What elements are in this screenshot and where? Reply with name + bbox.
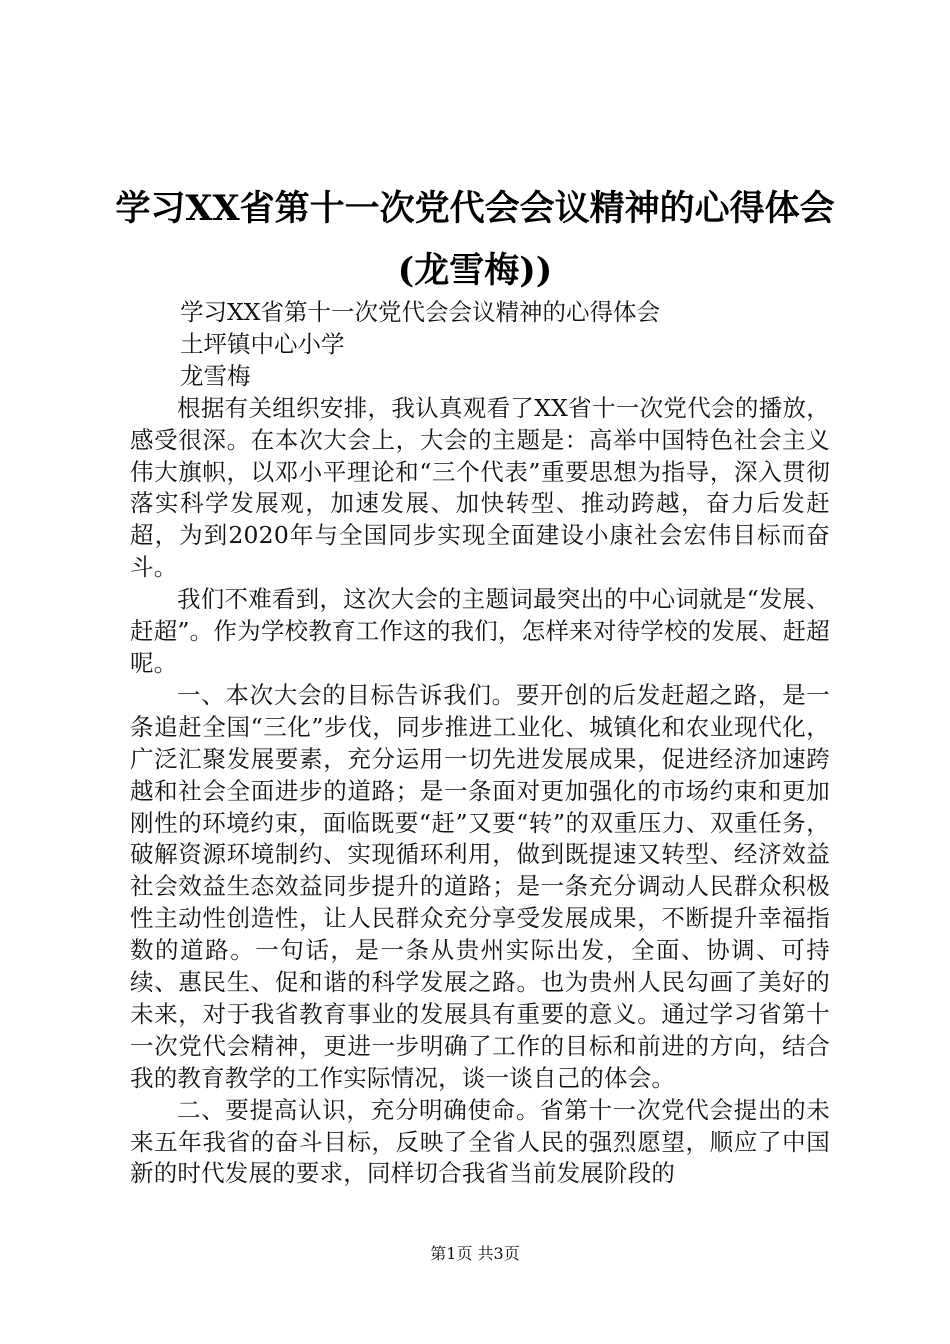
- paragraph-1: 根据有关组织安排，我认真观看了XX省十一次党代会的播放，感受很深。在本次大会上，大会的主题是：高举中国特色社会主义伟大旗帜，以邓小平理论和“三个代表”重要思想为指导，深入贯彻落实科学发展观，加速发展、加快转型、推动跨越，奋力后发赶超，为到2020年与全国同步实现全面建设小康社会宏伟目标而奋斗。: [130, 393, 830, 582]
- paragraph-3: 一、本次大会的目标告诉我们。要开创的后发赶超之路，是一条追赶全国“三化”步伐，同步推进工业化、城镇化和农业现代化，广泛汇聚发展要素，充分运用一切先进发展成果，促进经济加速跨越和社会全面进步的道路；是一条面对更加强化的市场约束和更加刚性的环境约束，面临既要“赶”又要“转”的双重压力、双重任务，破解资源环境制约、实现循环利用，做到既提速又转型、经济效益社会效益生态效益同步提升的道路；是一条充分调动人民群众积极性主动性创造性，让人民群众充分享受发展成果，不断提升幸福指数的道路。一句话，是一条从贵州实际出发，全面、协调、可持续、惠民生、促和谐的科学发展之路。也为贵州人民勾画了美好的未来，对于我省教育事业的发展具有重要的意义。通过学习省第十一次党代会精神，更进一步明确了工作的目标和前进的方向，结合我的教育教学的工作实际情况，谈一谈自己的体会。: [130, 680, 830, 1092]
- author-name: 龙雪梅: [180, 361, 251, 390]
- document-title: 学习XX省第十一次党代会会议精神的心得体会(龙雪梅)): [115, 188, 835, 291]
- school-name: 土坪镇中心小学: [180, 329, 345, 358]
- page-number: 第1页 共3页: [430, 1244, 520, 1263]
- paragraph-2: 我们不难看到，这次大会的主题词最突出的中心词就是“发展、赶超”。作为学校教育工作这的我们，怎样来对待学校的发展、赶超呢。: [130, 585, 830, 677]
- document-body: [130, 297, 830, 1190]
- document-subtitle: 学习XX省第十一次党代会会议精神的心得体会: [180, 298, 660, 326]
- paragraph-4: 二、要提高认识，充分明确使命。省第十一次党代会提出的未来五年我省的奋斗目标，反映了全省人民的强烈愿望，顺应了中国新的时代发展的要求，同样切合我省当前发展阶段的: [130, 1095, 830, 1188]
